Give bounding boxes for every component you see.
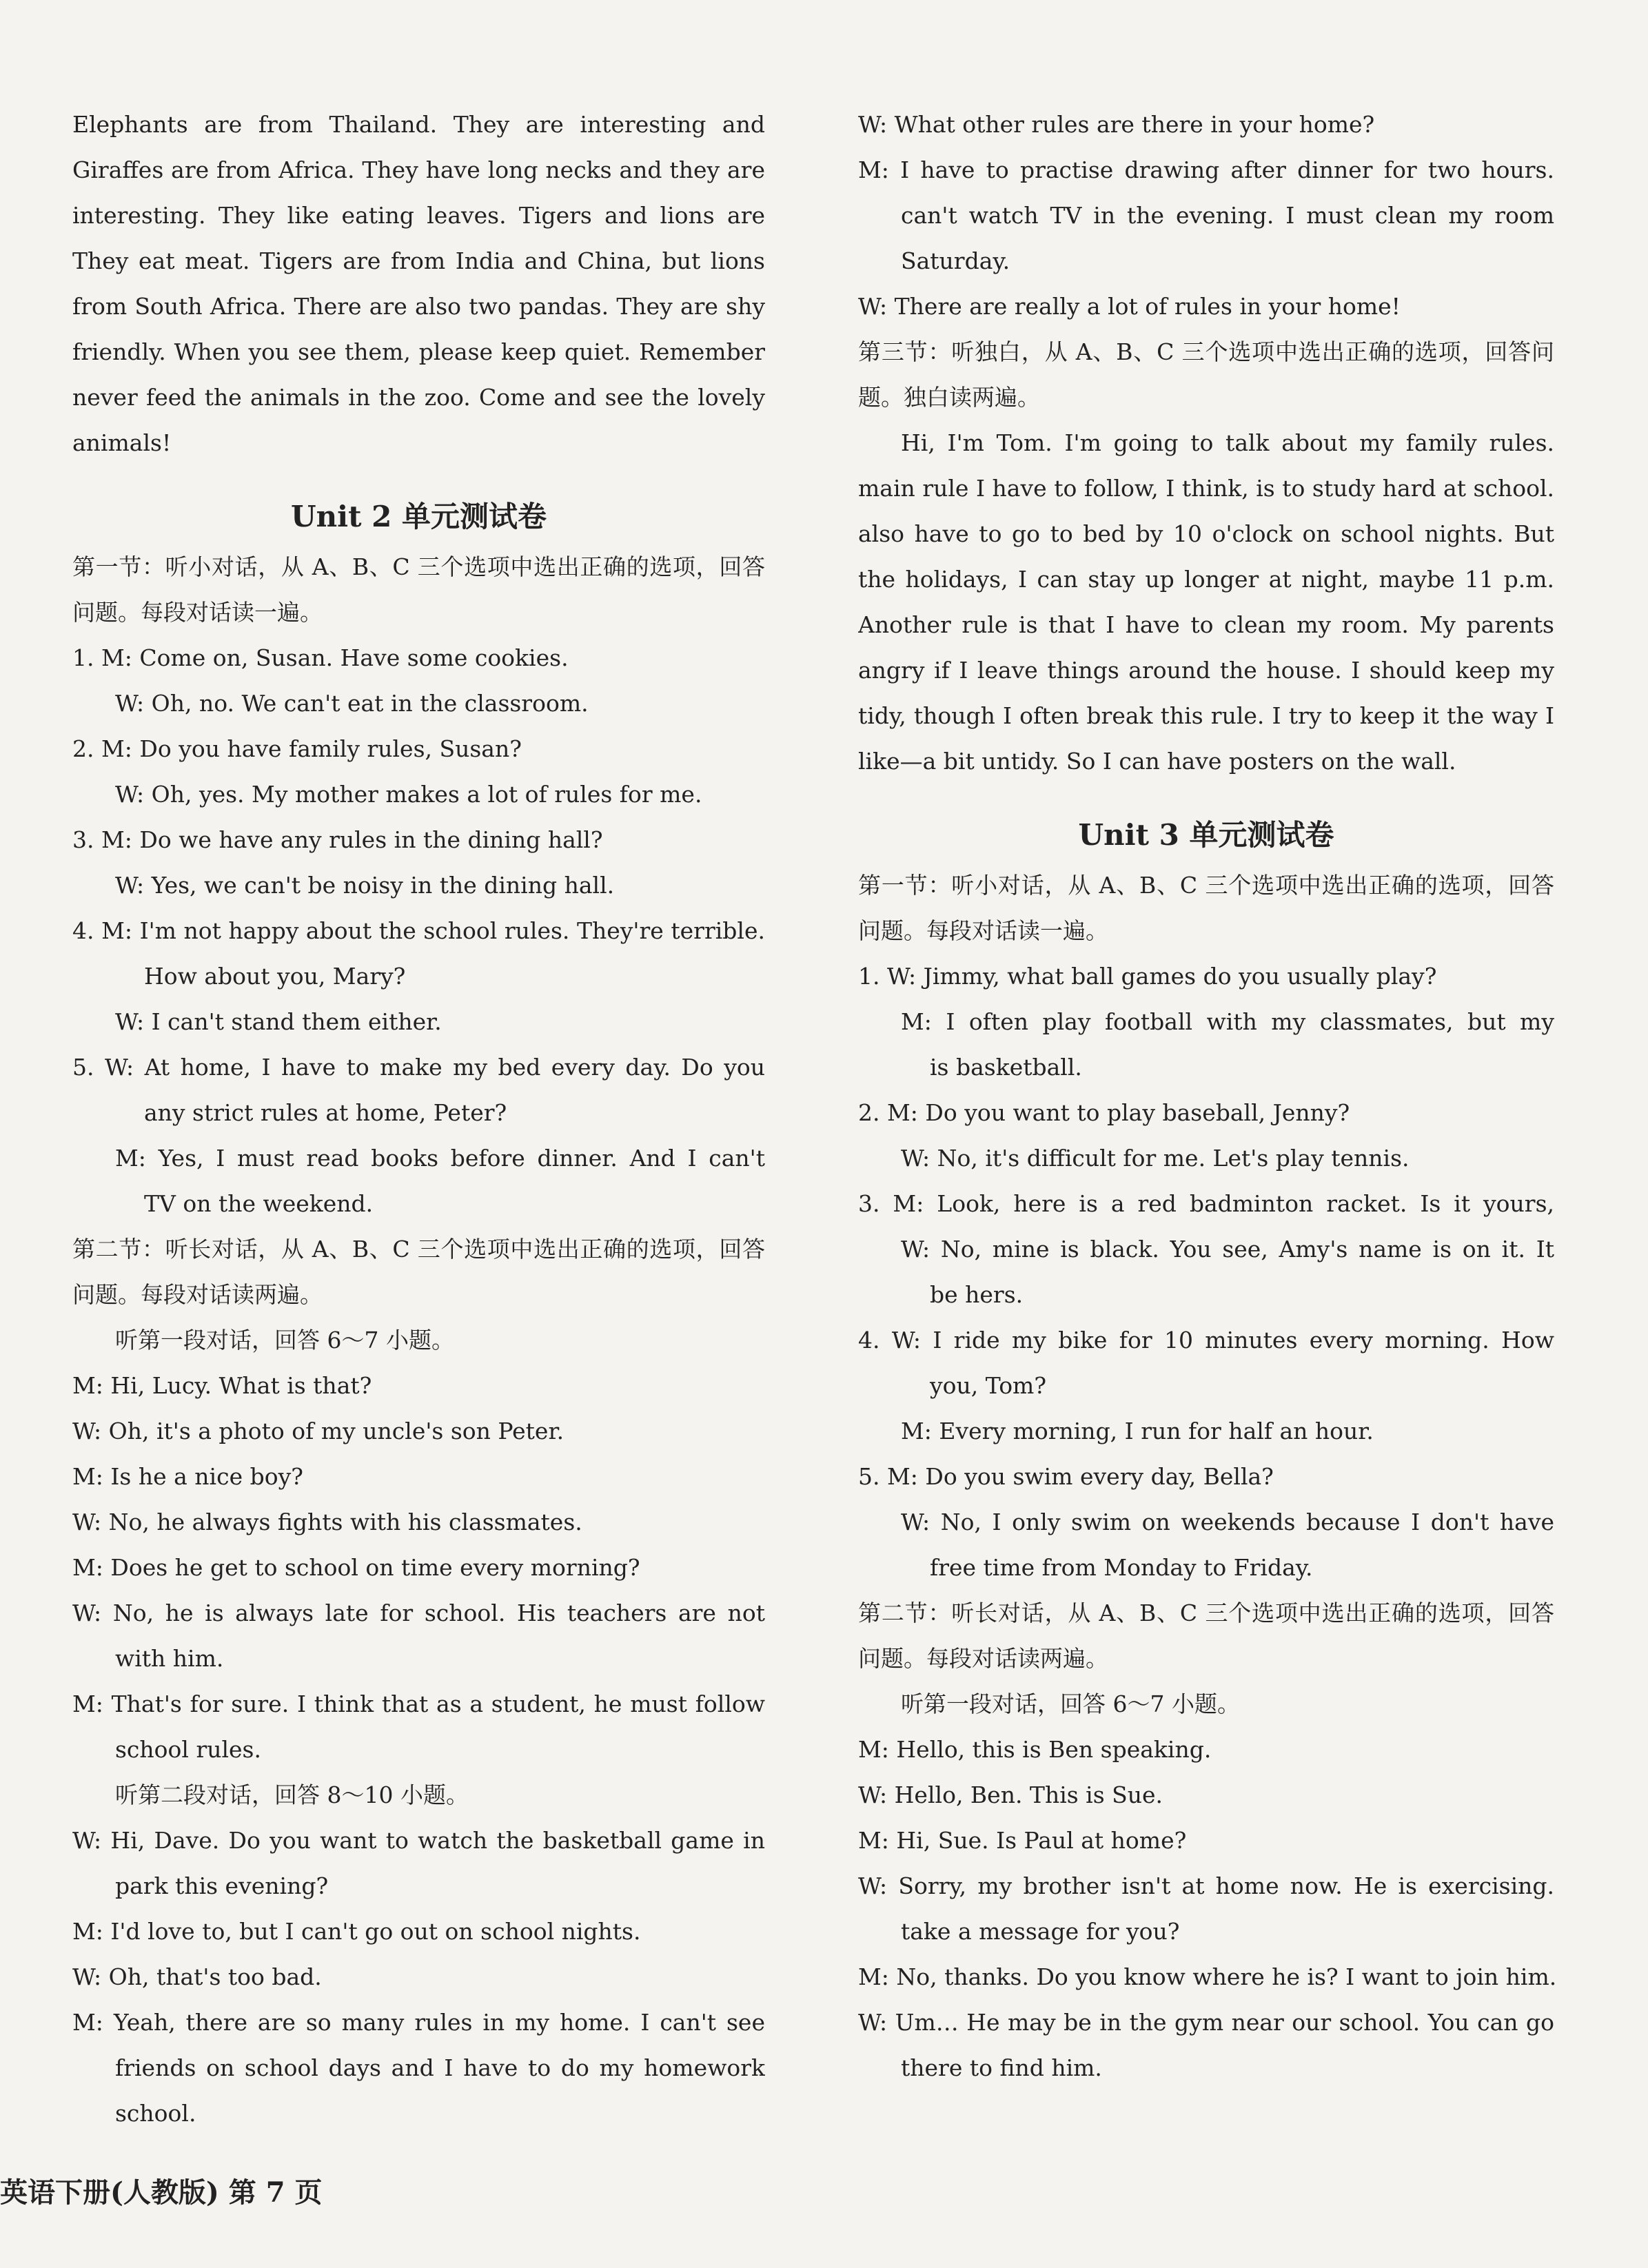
text-line: Saturday. bbox=[901, 247, 1010, 274]
text-line: W: No, it's difficult for me. Let's play tennis. bbox=[901, 1145, 1410, 1172]
spacer bbox=[858, 784, 1554, 808]
text-line: Hi, I'm Tom. I'm going to talk about my family rules. bbox=[901, 429, 1554, 456]
text-line: friends on school days and I have to do my homework bbox=[115, 2054, 765, 2081]
text-line: Elephants are from Thailand. They are interesting and bbox=[72, 111, 765, 138]
text-line: M: I have to practise drawing after dinner for two hours. bbox=[858, 156, 1554, 183]
text-line: W: Sorry, my brother isn't at home now. He is exercising. bbox=[858, 1872, 1554, 1899]
text-line: M: Yeah, there are so many rules in my home. I can't see bbox=[72, 2009, 765, 2036]
text-line: 4. M: I'm not happy about the school rules. They're terrible. bbox=[72, 917, 765, 944]
unit-heading: Unit 3 单元测试卷 bbox=[1078, 818, 1334, 852]
text-line: 听第一段对话，回答 6～7 小题。 bbox=[901, 1690, 1240, 1717]
text-line: is basketball. bbox=[930, 1054, 1082, 1081]
text-line: M: That's for sure. I think that as a student, he must follow bbox=[72, 1690, 765, 1717]
text-line: be hers. bbox=[930, 1281, 1024, 1308]
text-line: the holidays, I can stay up longer at night, maybe 11 p.m. bbox=[858, 566, 1554, 593]
text-line: park this evening? bbox=[115, 1872, 329, 1899]
text-line: W: What other rules are there in your home? bbox=[858, 111, 1375, 138]
text-line: with him. bbox=[115, 1645, 224, 1672]
text-line: W: Oh, yes. My mother makes a lot of rules for me. bbox=[115, 781, 702, 808]
right-column bbox=[858, 102, 1557, 2091]
text-line: M: I'd love to, but I can't go out on school nights. bbox=[72, 1918, 641, 1945]
text-line: W: There are really a lot of rules in your home! bbox=[858, 293, 1401, 320]
text-line: 题。独白读两遍。 bbox=[858, 384, 1040, 411]
text-line: can't watch TV in the evening. I must clean my room bbox=[901, 202, 1554, 229]
text-line: M: Hi, Sue. Is Paul at home? bbox=[858, 1827, 1187, 1854]
text-line: interesting. They like eating leaves. Tigers and lions are bbox=[72, 202, 765, 229]
text-line: 听第二段对话，回答 8～10 小题。 bbox=[115, 1781, 469, 1808]
text-line: 3. M: Look, here is a red badminton racket. Is it yours, bbox=[858, 1190, 1554, 1217]
text-line: free time from Monday to Friday. bbox=[930, 1554, 1313, 1581]
text-line: W: Um… He may be in the gym near our school. You can go bbox=[858, 2009, 1554, 2036]
text-line: you, Tom? bbox=[930, 1372, 1047, 1399]
text-line: W: No, I only swim on weekends because I don't have bbox=[901, 1509, 1554, 1535]
text-line: like—a bit untidy. So I can have posters on the wall. bbox=[858, 748, 1456, 775]
text-line: main rule I have to follow, I think, is to study hard at school. bbox=[858, 475, 1554, 502]
left-column bbox=[72, 102, 765, 2136]
text-line: 5. W: At home, I have to make my bed every day. Do you bbox=[72, 1054, 765, 1081]
text-line: school rules. bbox=[115, 1736, 261, 1763]
text-line: 1. W: Jimmy, what ball games do you usually play? bbox=[858, 963, 1437, 990]
text-line: M: Does he get to school on time every morning? bbox=[72, 1554, 640, 1581]
text-line: 问题。每段对话读一遍。 bbox=[858, 917, 1108, 944]
text-line: friendly. When you see them, please keep quiet. Remember bbox=[72, 338, 765, 365]
text-line: They eat meat. Tigers are from India and China, but lions bbox=[72, 247, 765, 274]
text-line: W: No, he is always late for school. His teachers are not bbox=[72, 1600, 765, 1626]
text-line: M: Is he a nice boy? bbox=[72, 1463, 303, 1490]
text-line: M: Hello, this is Ben speaking. bbox=[858, 1736, 1212, 1763]
text-line: there to find him. bbox=[901, 2054, 1102, 2081]
text-line: M: Yes, I must read books before dinner. And I can't bbox=[115, 1145, 765, 1172]
text-line: school. bbox=[115, 2100, 196, 2127]
text-line: 2. M: Do you have family rules, Susan? bbox=[72, 735, 522, 762]
text-line: 问题。每段对话读两遍。 bbox=[858, 1645, 1108, 1672]
text-line: 第二节：听长对话，从 A、B、C 三个选项中选出正确的选项，回答 bbox=[72, 1236, 765, 1263]
unit-heading: Unit 2 单元测试卷 bbox=[291, 500, 547, 533]
text-line: 第二节：听长对话，从 A、B、C 三个选项中选出正确的选项，回答 bbox=[858, 1600, 1554, 1626]
text-line: 问题。每段对话读一遍。 bbox=[72, 599, 323, 626]
text-line: 3. M: Do we have any rules in the dining hall? bbox=[72, 826, 603, 853]
spacer bbox=[72, 466, 765, 489]
text-line: W: Oh, that's too bad. bbox=[72, 1963, 322, 1990]
text-line: take a message for you? bbox=[901, 1918, 1180, 1945]
text-line: any strict rules at home, Peter? bbox=[144, 1099, 507, 1126]
text-line: Another rule is that I have to clean my room. My parents bbox=[858, 611, 1554, 638]
text-line: never feed the animals in the zoo. Come and see the lovely bbox=[72, 384, 765, 411]
text-line: M: No, thanks. Do you know where he is? I want to join him. bbox=[858, 1963, 1557, 1990]
text-line: W: Oh, no. We can't eat in the classroom. bbox=[115, 690, 589, 717]
text-line: 第一节：听小对话，从 A、B、C 三个选项中选出正确的选项，回答 bbox=[858, 872, 1554, 899]
text-line: TV on the weekend. bbox=[144, 1190, 374, 1217]
text-line: W: Hi, Dave. Do you want to watch the basketball game in bbox=[72, 1827, 765, 1854]
text-line: 4. W: I ride my bike for 10 minutes every morning. How bbox=[858, 1327, 1554, 1353]
text-line: 1. M: Come on, Susan. Have some cookies. bbox=[72, 644, 569, 671]
text-line: W: Hello, Ben. This is Sue. bbox=[858, 1781, 1163, 1808]
text-line: W: I can't stand them either. bbox=[115, 1008, 442, 1035]
text-line: W: Oh, it's a photo of my uncle's son Peter. bbox=[72, 1418, 564, 1444]
text-line: from South Africa. There are also two pandas. They are shy bbox=[72, 293, 765, 320]
text-line: W: No, he always fights with his classmates. bbox=[72, 1509, 582, 1535]
text-line: M: Every morning, I run for half an hour. bbox=[901, 1418, 1374, 1444]
text-line: 听第一段对话，回答 6～7 小题。 bbox=[115, 1327, 454, 1353]
text-line: 第一节：听小对话，从 A、B、C 三个选项中选出正确的选项，回答 bbox=[72, 553, 765, 580]
text-line: angry if I leave things around the house. I should keep my bbox=[858, 657, 1554, 684]
text-line: W: Yes, we can't be noisy in the dining hall. bbox=[115, 872, 615, 899]
text-line: 第三节：听独白，从 A、B、C 三个选项中选出正确的选项，回答问 bbox=[858, 338, 1554, 365]
page-footer: 英语下册(人教版) 第 7 页 bbox=[0, 2176, 323, 2209]
text-line: tidy, though I often break this rule. I try to keep it the way I bbox=[858, 702, 1554, 729]
text-line: also have to go to bed by 10 o'clock on school nights. But bbox=[858, 520, 1554, 547]
text-line: Giraffes are from Africa. They have long necks and they are bbox=[72, 156, 765, 183]
text-line: 5. M: Do you swim every day, Bella? bbox=[858, 1463, 1274, 1490]
text-line: 问题。每段对话读两遍。 bbox=[72, 1281, 323, 1308]
text-line: M: I often play football with my classmates, but my bbox=[901, 1008, 1554, 1035]
text-line: M: Hi, Lucy. What is that? bbox=[72, 1372, 372, 1399]
text-line: 2. M: Do you want to play baseball, Jenny? bbox=[858, 1099, 1350, 1126]
text-line: How about you, Mary? bbox=[144, 963, 406, 990]
text-line: animals! bbox=[72, 429, 172, 456]
text-line: W: No, mine is black. You see, Amy's name is on it. It bbox=[901, 1236, 1554, 1263]
